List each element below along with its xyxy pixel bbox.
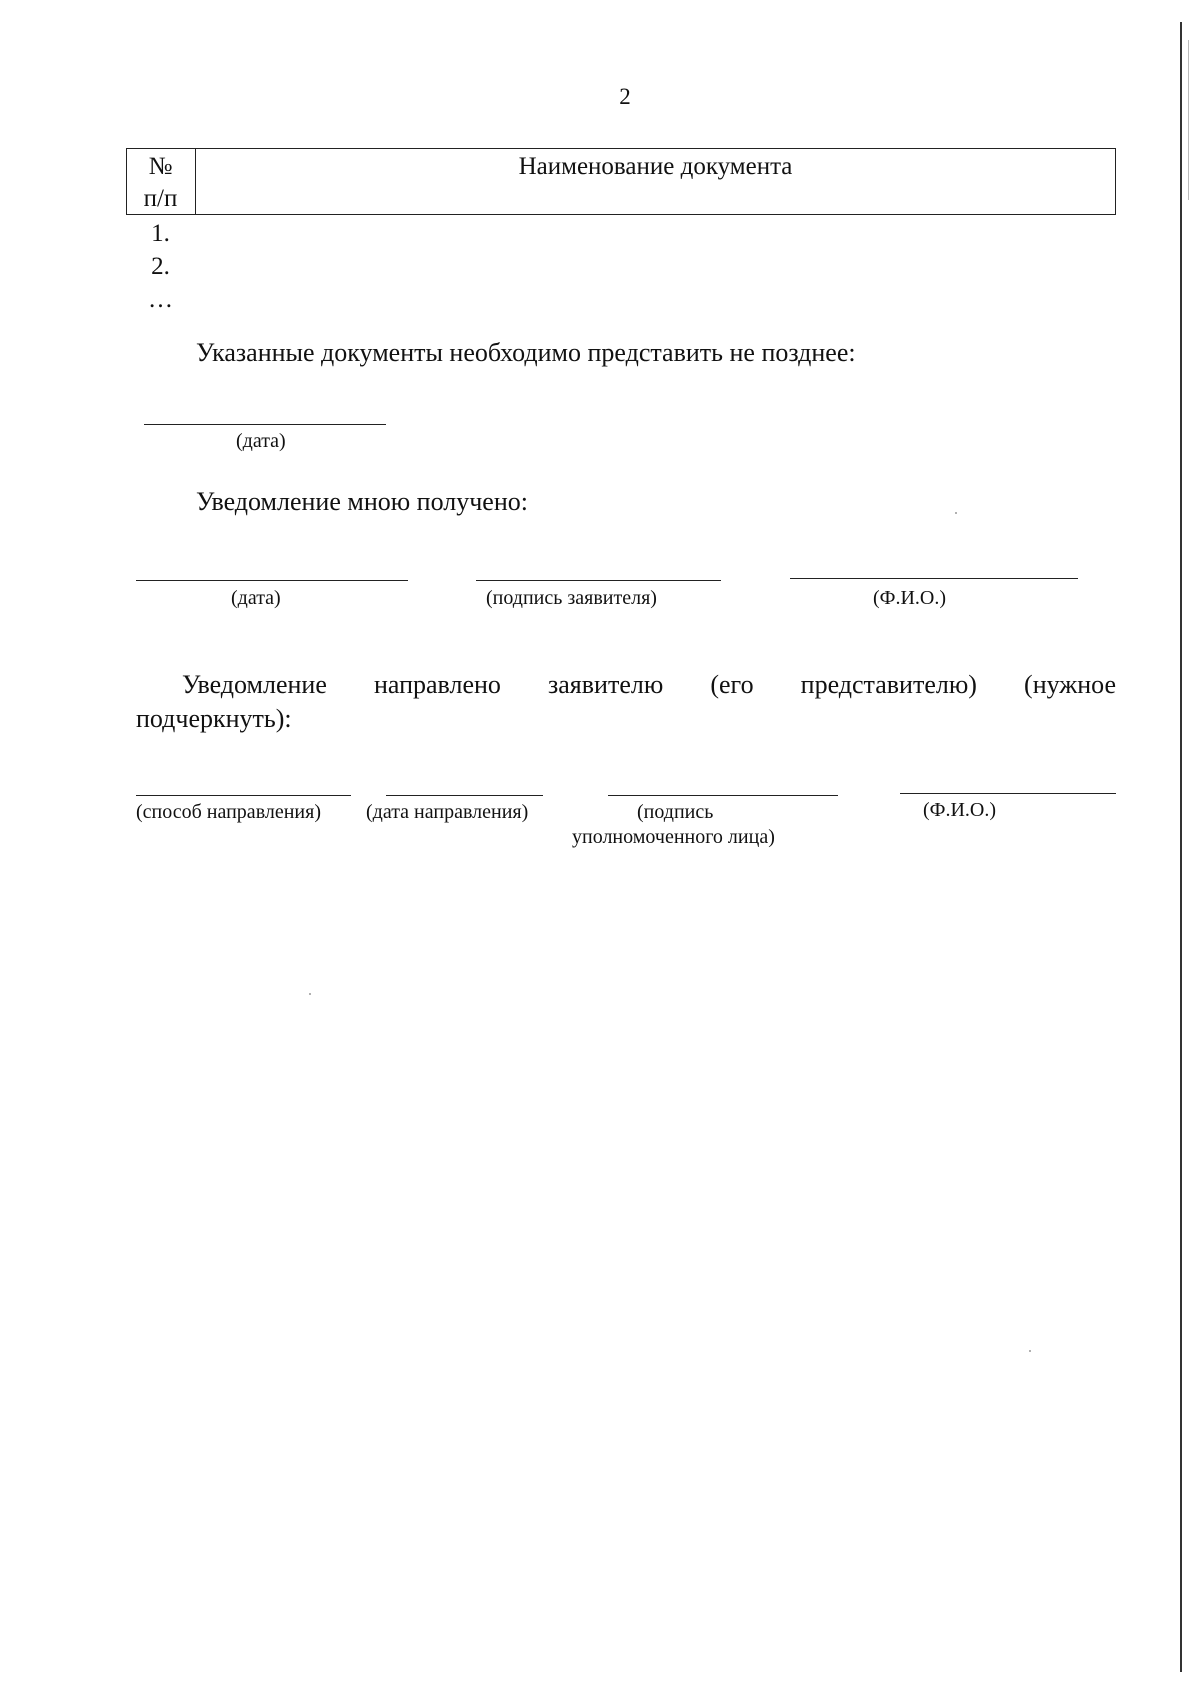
sent-signature-caption-line2: уполномоченного лица) [572,826,775,848]
table-header-document-name: Наименование документа [518,153,793,180]
sent-date-caption: (дата направления) [366,801,529,823]
received-date-caption: (дата) [231,587,281,609]
sent-fio-line [900,793,1116,794]
received-text: Уведомление мною получено: [196,487,528,516]
received-signature-line [476,580,721,581]
deadline-date-line [144,424,386,425]
sent-signature-line [608,795,838,796]
table-header-number-line2: п/п [143,185,178,212]
received-fio-caption: (Ф.И.О.) [873,587,947,609]
table-row-number: 2. [151,253,170,280]
sent-method-caption: (способ направления) [136,801,321,823]
table-row-ellipsis: … [148,286,173,313]
sent-text: Уведомление направлено заявителю (его представителю) (нужное [182,670,1116,699]
sent-text-line2: подчеркнуть): [136,704,292,733]
scan-speck [955,512,957,514]
received-fio-line [790,578,1078,579]
sent-signature-caption-line1: (подпись [637,801,714,823]
table-header-number-line1: № [148,153,173,180]
table-row-number: 1. [151,220,170,247]
table-header-number [126,151,195,215]
received-signature-caption: (подпись заявителя) [486,587,657,609]
received-date-line [136,580,408,581]
sent-date-line [386,795,543,796]
deadline-text: Указанные документы необходимо представить не позднее: [196,338,856,367]
scan-speck [309,993,311,995]
page-number: 2 [619,84,631,109]
scan-page-edge-shadow [1188,40,1189,200]
scan-page-edge [1180,22,1182,1672]
deadline-date-caption: (дата) [236,430,286,452]
scan-speck [1029,1350,1031,1352]
sent-fio-caption: (Ф.И.О.) [923,799,997,821]
sent-method-line [136,795,351,796]
